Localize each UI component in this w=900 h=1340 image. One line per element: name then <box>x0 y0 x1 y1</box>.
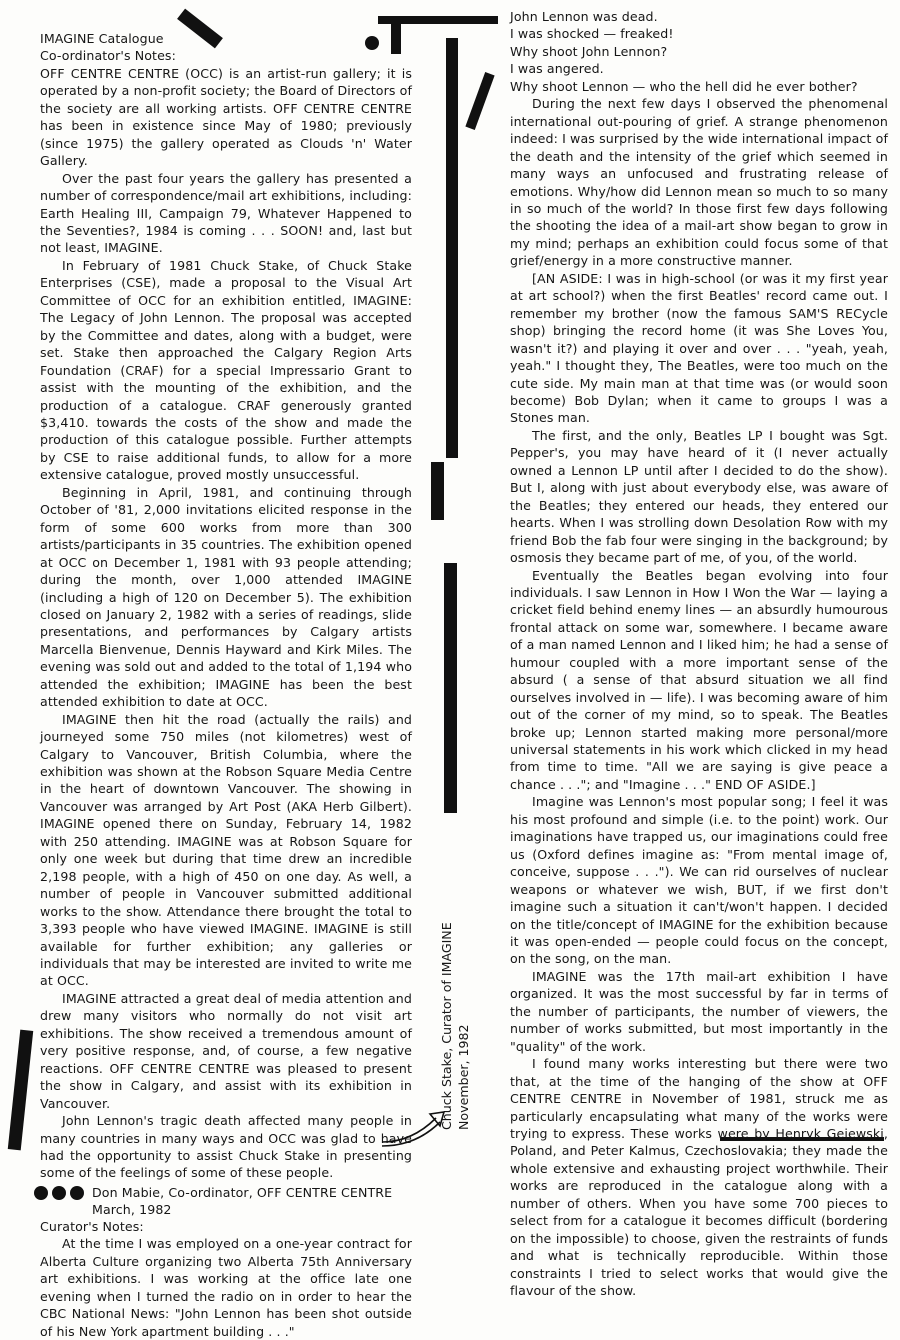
paragraph-past-exhibitions: Over the past four years the gallery has presented a number of correspondence/mail art exhibitions, including: Earth Healing III, Campaign 79, Whatever Happened to the Seventies?, 1984 is coming . . . SOON! and, last but not least, IMAGINE. <box>40 170 412 256</box>
decor-horizontal-top <box>378 16 498 24</box>
paragraph-sgt-pepper: The first, and the only, Beatles LP I bought was Sgt. Pepper's, you may have heard of it (I never actually owned a Lennon LP until after I decided to do the show). But I, along with just about everybody else, was aware of the Beatles; they entered our heads, they entered our hearts. When I was strolling down Desolation Row with my friend Bob the fab four were singing in the background; by osmosis they became part of me, of you, of the world. <box>510 427 888 566</box>
paragraph-individuals: Eventually the Beatles began evolving into four individuals. I saw Lennon in How I Won the War — laying a cricket field behind enemy lines — an absurdly humourous frontal attack on some war, somewhere. I became aware of a man named Lennon and I liked him; he had a sense of humour coupled with a more important sense of the absurd ( a sense of that absurd situation we all find ourselves involved in — life). I was becoming aware of him out of the corner of my mind, so to speak. The Beatles broke up; Lennon started making more personal/more universal statements in his work which clicked in my head from time to time. "All we are saying is give peace a chance . . ."; and "Imagine . . ." END OF ASIDE.] <box>510 567 888 792</box>
decor-vertical-lower <box>444 563 457 813</box>
paragraph-media: IMAGINE attracted a great deal of media attention and drew many visitors who normally do not visit art exhibitions. The show received a tremendous amount of very positive response, and, of course, a few negative reactions. OFF CENTRE CENTRE was pleased to present the show in Calgary, and assist with its exhibition in Vancouver. <box>40 990 412 1111</box>
paragraph-selected-works: I found many works interesting but there were two that, at the time of the hanging of the show at OFF CENTRE CENTRE in November of 1981, struck me as particularly encapsulating what many of the works were trying to express. These works were by Henryk Gejewski, Poland, and Peter Kalmus, Czechoslovakia; they made the whole extensive and exhausting project worthwhile. Their works are reproduced in the catalogue along with a number of others. When you have some 700 pieces to select from for a catalogue it becomes difficult (bordering on the impossible) to choose, given the restraints of funds and what is technically reproducible. Within those constraints I tried to select works that would give the flavour of the show. <box>510 1056 888 1299</box>
line-why-shoot: Why shoot John Lennon? <box>510 43 668 59</box>
decor-slash-lower-left <box>8 1030 33 1151</box>
decor-long-vertical <box>446 38 458 458</box>
paragraph-vancouver: IMAGINE then hit the road (actually the rails) and journeyed some 750 miles (not kilometres) west of Calgary to Vancouver, British Columbia, where the exhibition was shown at the Robson Square Media Centre in the heart of downtown Vancouver. The showing in Vancouver was arranged by Art Post (AKA Herb Gilbert). IMAGINE opened there on Sunday, February 14, 1982 with 250 attending. IMAGINE was at Robson Square for only one week but during that time drew an incredible 2,198 people, with a high of 450 on one day. As well, a number of people in Vancouver submitted additional works to the show. Attendance there brought the total to 3,393 people who have viewed IMAGINE. IMAGINE is still available for further exhibition; any galleries or individuals that may be interested are invited to write me at OCC. <box>40 711 412 989</box>
decor-vertical-middle <box>431 462 444 520</box>
line-who-bother: Why shoot Lennon — who the hell did he ever bother? <box>510 78 858 94</box>
paragraph-imagine-song: Imagine was Lennon's most popular song; I feel it was his most profound and simple (i.e. to the point) work. Our imaginations have trapped us, our imaginations could free us (Oxford defines imagine as: "From mental image of, conceive, suppose . . ."). We can rid ourselves of nuclear weapons or whatever we wish, BUT, if we first don't imagine such a situation it can't/won't happen. I decided on the title/concept of IMAGINE for the exhibition because it was open-ended — people could focus on the concept, on the song, on the man. <box>510 794 888 967</box>
column-left <box>40 30 412 1340</box>
line-shocked: I was shocked — freaked! <box>510 26 674 42</box>
curator-credit <box>438 922 472 1130</box>
line-angered: I was angered. <box>510 61 604 77</box>
paragraph-radio-news: At the time I was employed on a one-year contract for Alberta Culture organizing two Alberta 75th Anniversary art exhibitions. I was working at the office late one evening when I turned the radio on in order to hear the CBC National News: "John Lennon has been shot outside of his New York apartment building . . ." <box>40 1236 412 1339</box>
arrow-icon <box>378 1108 448 1148</box>
paragraph-aside-start: [AN ASIDE: I was in high-school (or was it my first year at art school?) when the first Beatles' record came out. I remember my brother (now the famous SAM'S RECycle shop) bringing the record home (it was She Loves You, wasn't it?) and playing it over and over . . . "yeah, yeah, yeah." I thought they, The Beatles, were too much on the cute side. My main man at that time was (or would soon become) Bob Dylan; when it came to groups I was a Stones man. <box>510 270 888 426</box>
coordinator-notes-heading: Co-ordinator's Notes: <box>40 48 176 64</box>
signature-date: March, 1982 <box>92 1201 172 1217</box>
paragraph-lennon-death: John Lennon's tragic death affected many people in many countries in many ways and OCC was glad to have had the opportunity to assist Chuck Stake in presenting some of the feelings of some of these people. <box>40 1113 412 1181</box>
paragraph-attendance: Beginning in April, 1981, and continuing through October of '81, 2,000 invitations elicited response in the form of some 600 works from more than 300 artists/participants in 35 countries. The exhibition opened at OCC on December 1, 1981 with 93 people attending; during the month, over 1,000 attended IMAGINE (including a high of 120 on December 5). The exhibition closed on January 2, 1982 with a series of readings, slide presentations, and performances by Calgary artists Marcella Bienvenue, Dennis Hayward and Kirk Miles. The evening was sold out and added to the total of 1,194 who attended the exhibition; IMAGINE has been the best attended exhibition to date at OCC. <box>40 484 412 710</box>
line-lennon-dead: John Lennon was dead. <box>510 9 658 24</box>
paragraph-grief: During the next few days I observed the phenomenal international out-pouring of grief. A strange phenomenon indeed: I was surprised by the wide international impact of the death and the intensity of the grief which seemed in many ways an unfocused and frustrating release of emotions. Why/how did Lennon mean so much to so many in so much of the world? In those first few days following the shooting the idea of a mail-art show began to grow in my mind; perhaps an exhibition could focus some of that grief/energy in a more constructive manner. <box>510 96 888 269</box>
catalogue-heading: IMAGINE Catalogue <box>40 31 164 46</box>
curator-credit-date: November, 1982 <box>456 1024 471 1130</box>
coordinator-signature <box>34 1184 412 1218</box>
paragraph-17th-show: IMAGINE was the 17th mail-art exhibition I have organized. It was the most successful by far in terms of the number of participants, the number of viewers, the number of works submitted, but most importantly in the "quality" of the work. <box>510 968 888 1054</box>
paragraph-occ-intro: OFF CENTRE CENTRE (OCC) is an artist-run gallery; it is operated by a non-profit society; the Board of Directors of the society are all working artists. OFF CENTRE CENTRE has been in existence since May of 1980; previously (since 1975) the gallery operated as Clouds 'n' Water Gallery. <box>40 65 412 169</box>
curator-notes-heading: Curator's Notes: <box>40 1218 144 1234</box>
three-dots-icon <box>34 1184 84 1200</box>
decor-slash-right <box>465 72 494 130</box>
paragraph-proposal: In February of 1981 Chuck Stake, of Chuck Stake Enterprises (CSE), made a proposal to the Visual Art Committee of OCC for an exhibition entitled, IMAGINE: The Legacy of John Lennon. The proposal was accepted by the Committee and dates, along with a budget, were set. Stake then approached the Calgary Region Arts Foundation (CRAF) for a special Impressario Grant to assist with the mounting of the exhibition, and the production of a catalogue. CRAF generously granted $3,410. towards the costs of the show and made the production of this catalogue possible. Further attempts by CSE to raise additional funds, to allow for a more extensive catalogue, proved mostly unsuccessful. <box>40 257 412 483</box>
signature-name: Don Mabie, Co-ordinator, OFF CENTRE CENTRE <box>92 1184 393 1200</box>
curator-credit-name: Chuck Stake, Curator of IMAGINE <box>439 922 454 1130</box>
column-right <box>510 8 888 1300</box>
